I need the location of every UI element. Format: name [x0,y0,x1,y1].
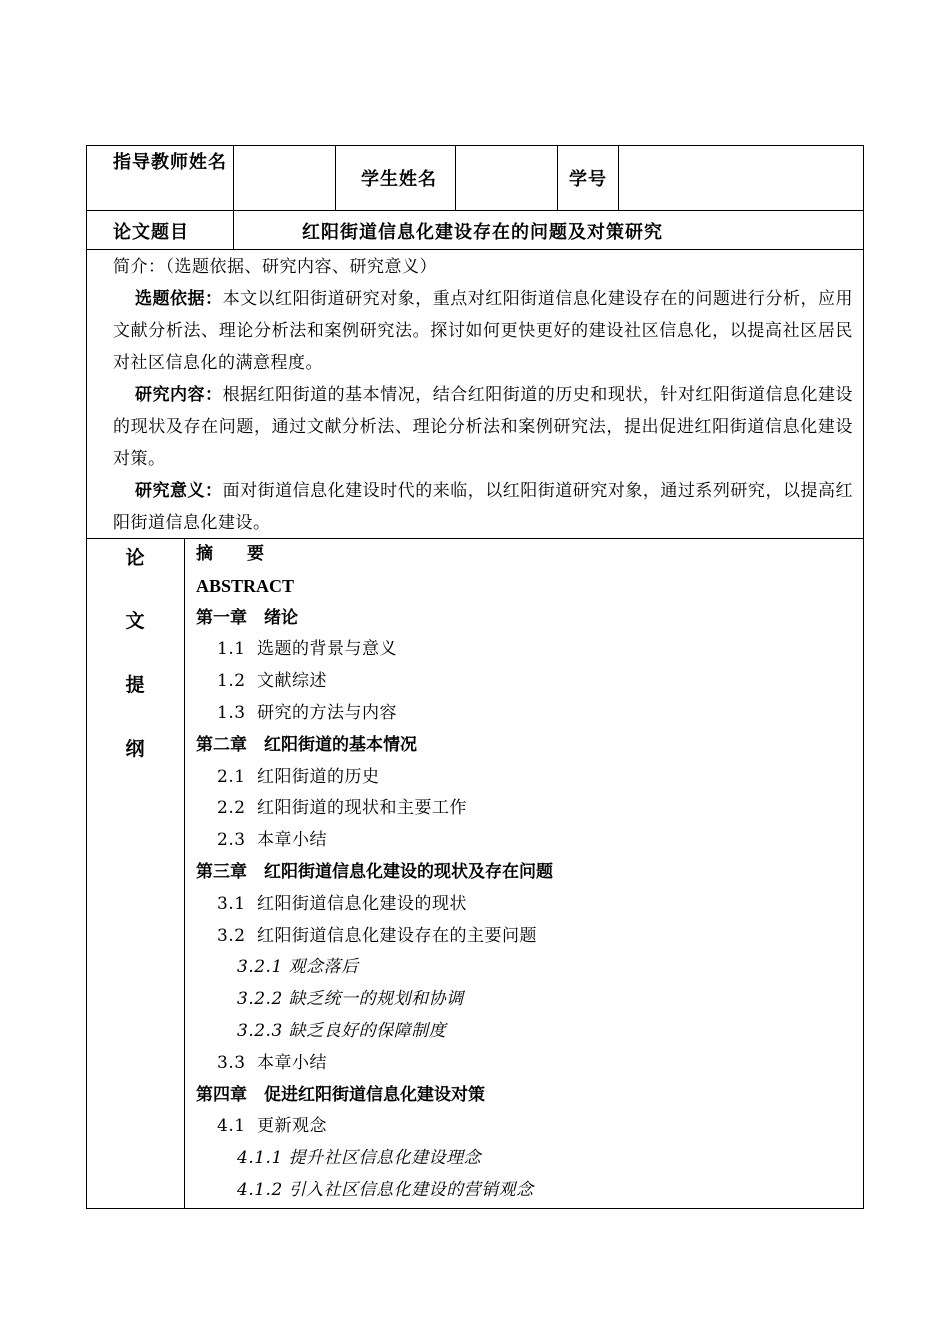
basis-text: 本文以红阳街道研究对象，重点对红阳街道信息化建设存在的问题进行分析，应用文献分析法、理论分析法和案例研究法。探讨如何更快更好的建设社区信息化，以提高社区居民对社区信息化的满意程度。 [113,289,853,373]
outline-number: 4.1.1 [237,1148,283,1169]
outline-col-divider [184,538,185,1208]
outline-text: 提升社区信息化建设理念 [282,1148,482,1169]
outline-section [196,762,856,794]
table-left-border [86,145,87,1208]
content-text: 根据红阳街道的基本情况，结合红阳街道的历史和现状，针对红阳街道信息化建设的现状及存在问题，通过文献分析法、理论分析法和案例研究法，提出促进红阳街道信息化建设对策。 [113,385,853,469]
outline-text: 红阳街道信息化建设的现状 [257,893,467,914]
outline-number: 3.2.2 [237,989,283,1010]
outline-section [196,666,856,698]
thesis-title-label: 论文题目 [113,222,189,243]
outline-number: 3.2.1 [237,957,283,978]
outline-subsection [196,952,856,984]
col-divider-e [618,145,619,210]
outline-text: 红阳街道信息化建设存在的主要问题 [257,925,537,946]
outline-chapter: 第一章 绪论 [196,607,298,628]
basis-label: 选题依据： [135,289,223,309]
outline-text: 红阳街道的现状和主要工作 [257,798,467,819]
table-right-border [863,145,864,1208]
outline-side-char-3: 提 [125,674,145,696]
table-bottom-border [86,1208,864,1209]
col-divider-c [455,145,456,210]
outline-number: 3.3 [217,1052,246,1073]
outline-number: 1.1 [217,639,246,660]
outline-chapter: 摘 要 [196,544,264,564]
advisor-label: 指导教师姓名 [113,152,227,173]
outline-text: 观念落后 [282,957,359,978]
outline-section [196,889,856,921]
outline-chapter: 第二章 红阳街道的基本情况 [196,734,417,755]
outline-text: 文献综述 [257,671,327,692]
outline-section [196,634,856,666]
outline-number: 3.2.3 [237,1020,283,1041]
outline-number: 1.3 [217,702,246,723]
intro-heading: 简介：（选题依据、研究内容、研究意义） [113,257,437,277]
col-divider-d [557,145,558,210]
content-label: 研究内容： [135,385,223,405]
outline-chapter: 第四章 促进红阳街道信息化建设对策 [196,1084,485,1105]
student-id-label: 学号 [569,169,607,190]
outline-side-char-2: 文 [125,610,145,632]
outline-side-char-1: 论 [125,547,145,569]
intro-basis [113,283,853,379]
outline-section [196,793,856,825]
intro-meaning [113,475,853,539]
outline-side-char-4: 纲 [125,738,145,760]
thesis-title: 红阳街道信息化建设存在的问题及对策研究 [302,222,663,243]
outline-text: 引入社区信息化建设的营销观念 [282,1179,534,1200]
outline-subsection [196,1175,856,1207]
row-divider-1 [86,210,864,211]
outline-section [196,698,856,730]
table-top-border [86,145,864,146]
outline-section [196,921,856,953]
col-divider-b [335,145,336,210]
outline-number: 4.1.2 [237,1179,283,1200]
student-name-label: 学生姓名 [361,169,437,190]
outline-number: 1.2 [217,671,246,692]
outline-subsection [196,1143,856,1175]
outline-text: 研究的方法与内容 [257,702,397,723]
outline-section [196,1111,856,1143]
outline-text: 缺乏良好的保障制度 [282,1020,447,1041]
outline-number: 4.1 [217,1116,246,1137]
intro-section [113,251,853,539]
intro-content [113,379,853,475]
outline-text: 本章小结 [257,1052,327,1073]
outline-abstract: ABSTRACT [196,575,295,596]
outline-number: 3.1 [217,893,246,914]
outline-section [196,825,856,857]
thesis-outline [196,539,856,1207]
outline-number: 3.2 [217,925,246,946]
outline-number: 2.2 [217,798,246,819]
outline-text: 选题的背景与意义 [257,639,397,660]
row-divider-2 [86,249,864,250]
outline-subsection [196,984,856,1016]
outline-text: 缺乏统一的规划和协调 [282,989,464,1010]
outline-chapter: 第三章 红阳街道信息化建设的现状及存在问题 [196,861,553,882]
outline-subsection [196,1016,856,1048]
outline-text: 更新观念 [257,1116,327,1137]
outline-number: 2.3 [217,830,246,851]
outline-section [196,1048,856,1080]
meaning-label: 研究意义： [135,481,223,501]
col-divider-a [233,145,234,249]
outline-number: 2.1 [217,766,246,787]
outline-text: 本章小结 [257,830,327,851]
outline-text: 红阳街道的历史 [257,766,380,787]
meaning-text: 面对街道信息化建设时代的来临，以红阳街道研究对象，通过系列研究，以提高红阳街道信息化建设。 [113,481,853,533]
